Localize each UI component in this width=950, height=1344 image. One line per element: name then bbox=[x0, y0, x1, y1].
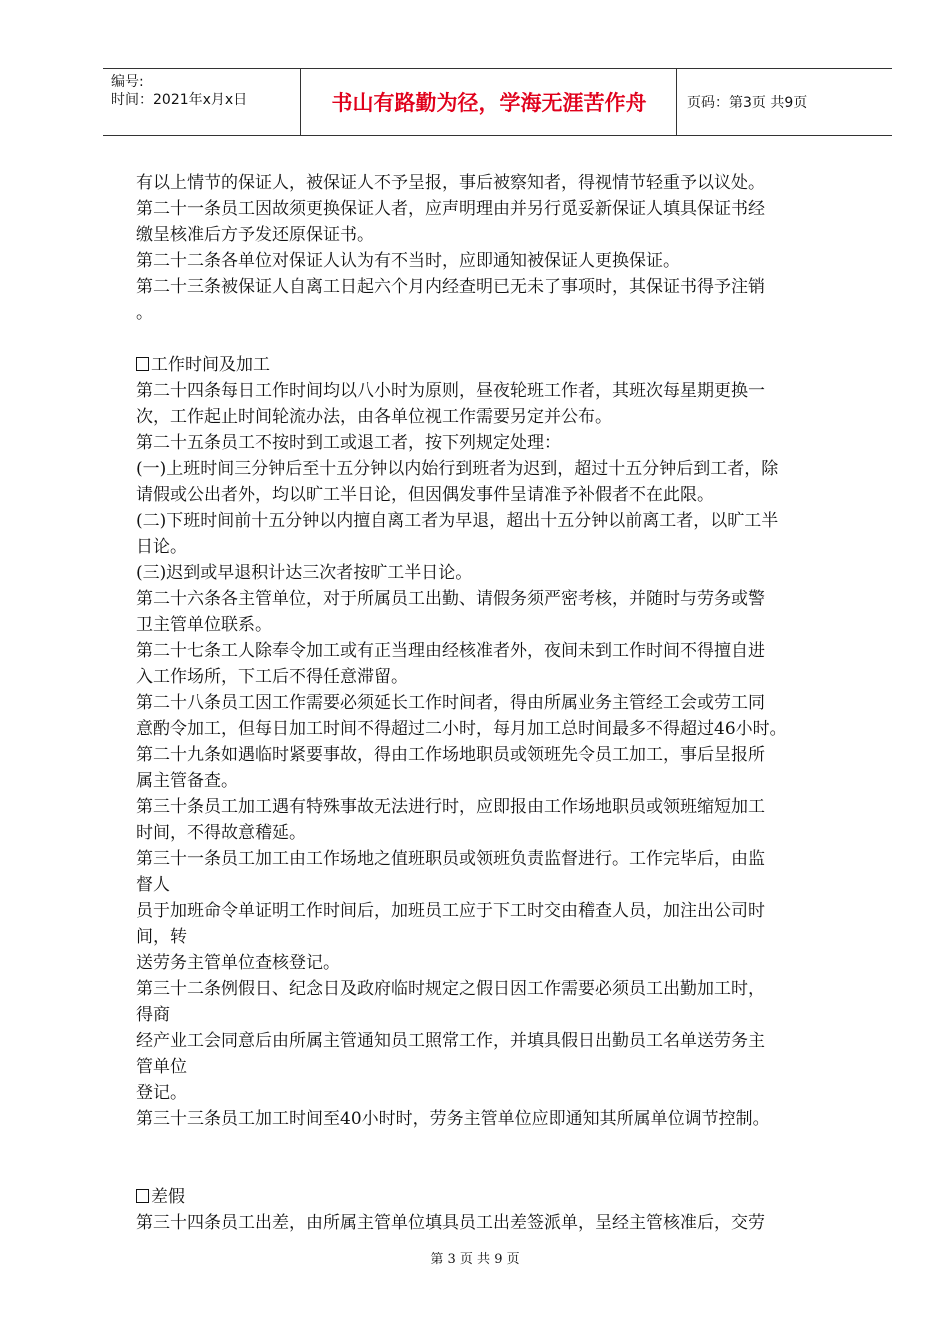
text-line: 时间，不得故意稽延。 bbox=[136, 823, 306, 843]
time-label: 时间：2021年x月x日 bbox=[111, 92, 248, 108]
text-line: 第二十二条各单位对保证人认为有不当时，应即通知被保证人更换保证。 bbox=[136, 251, 680, 271]
text-line: 第二十五条员工不按时到工或退工者，按下列规定处理： bbox=[136, 433, 561, 453]
text-line: (二)下班时间前十五分钟以内擅自离工者为早退，超出十五分钟以前离工者，以旷工半 bbox=[136, 511, 779, 531]
text-line: 第三十四条员工出差，由所属主管单位填具员工出差签派单，呈经主管核准后，交劳 bbox=[136, 1213, 765, 1233]
text-line: 员于加班命令单证明工作时间后，加班员工应于下工时交由稽查人员，加注出公司时 bbox=[136, 901, 765, 921]
text-line: 得商 bbox=[136, 1005, 170, 1025]
page-header bbox=[103, 68, 892, 136]
checkbox-square-icon bbox=[136, 1189, 149, 1203]
page-footer: 第 3 页 共 9 页 bbox=[430, 1252, 520, 1267]
header-meta bbox=[103, 69, 301, 135]
text-line: 第二十六条各主管单位，对于所属员工出勤、请假务须严密考核，并随时与劳务或警 bbox=[136, 589, 765, 609]
text-line: 第二十四条每日工作时间均以八小时为原则，昼夜轮班工作者，其班次每星期更换一 bbox=[136, 381, 765, 401]
text-line: 次，工作起止时间轮流办法，由各单位视工作需要另定并公布。 bbox=[136, 407, 612, 427]
text-line: 日论。 bbox=[136, 537, 187, 557]
document-body bbox=[136, 170, 876, 1236]
text-line: 第三十三条员工加工时间至40小时时，劳务主管单位应即通知其所属单位调节控制。 bbox=[136, 1109, 770, 1129]
text-line: (三)迟到或早退积计达三次者按旷工半日论。 bbox=[136, 563, 473, 583]
section-heading-work-time bbox=[136, 352, 876, 378]
header-motto: 书山有路勤为径，学海无涯苦作舟 bbox=[302, 69, 677, 135]
section-heading-leave bbox=[136, 1184, 876, 1210]
text-line: 第三十一条员工加工由工作场地之值班职员或领班负责监督进行。工作完毕后，由监 bbox=[136, 849, 765, 869]
text-line: 第二十九条如遇临时紧要事故，得由工作场地职员或领班先令员工加工，事后呈报所 bbox=[136, 745, 765, 765]
text-line: 第二十七条工人除奉令加工或有正当理由经核准者外，夜间未到工作时间不得擅自进 bbox=[136, 641, 765, 661]
section-title: 工作时间及加工 bbox=[151, 355, 270, 375]
text-line: 间，转 bbox=[136, 927, 187, 947]
text-line: 送劳务主管单位查核登记。 bbox=[136, 953, 340, 973]
text-line: 第二十一条员工因故须更换保证人者，应声明理由并另行觅妥新保证人填具保证书经 bbox=[136, 199, 765, 219]
paragraph-block-work-time bbox=[136, 378, 876, 1132]
text-line: (一)上班时间三分钟后至十五分钟以内始行到班者为迟到，超过十五分钟后到工者，除 bbox=[136, 459, 779, 479]
text-line: 请假或公出者外，均以旷工半日论，但因偶发事件呈请准予补假者不在此限。 bbox=[136, 485, 714, 505]
checkbox-square-icon bbox=[136, 357, 149, 371]
text-line: 经产业工会同意后由所属主管通知员工照常工作，并填具假日出勤员工名单送劳务主 bbox=[136, 1031, 765, 1051]
text-line: 入工作场所，下工后不得任意滞留。 bbox=[136, 667, 408, 687]
text-line: 第三十二条例假日、纪念日及政府临时规定之假日因工作需要必须员工出勤加工时， bbox=[136, 979, 765, 999]
text-line: 有以上情节的保证人，被保证人不予呈报，事后被察知者，得视情节轻重予以议处。 bbox=[136, 173, 765, 193]
text-line: 第二十八条员工因工作需要必须延长工作时间者，得由所属业务主管经工会或劳工同 bbox=[136, 693, 765, 713]
section-title: 差假 bbox=[151, 1187, 185, 1207]
text-line: 。 bbox=[136, 303, 153, 323]
text-line: 卫主管单位联系。 bbox=[136, 615, 272, 635]
text-line: 登记。 bbox=[136, 1083, 187, 1103]
paragraph-block-guarantee bbox=[136, 170, 876, 326]
text-line: 第三十条员工加工遇有特殊事故无法进行时，应即报由工作场地职员或领班缩短加工 bbox=[136, 797, 765, 817]
header-page-info: 页码：第3页 共9页 bbox=[687, 95, 808, 111]
text-line: 第二十三条被保证人自离工日起六个月内经查明已无未了事项时，其保证书得予注销 bbox=[136, 277, 765, 297]
text-line: 属主管备查。 bbox=[136, 771, 238, 791]
paragraph-block-leave bbox=[136, 1210, 876, 1236]
text-line: 意酌令加工，但每日加工时间不得超过二小时，每月加工总时间最多不得超过46小时。 bbox=[136, 719, 787, 739]
text-line: 管单位 bbox=[136, 1057, 187, 1077]
text-line: 缴呈核准后方予发还原保证书。 bbox=[136, 225, 374, 245]
text-line: 督人 bbox=[136, 875, 170, 895]
number-label: 编号: bbox=[111, 74, 144, 90]
